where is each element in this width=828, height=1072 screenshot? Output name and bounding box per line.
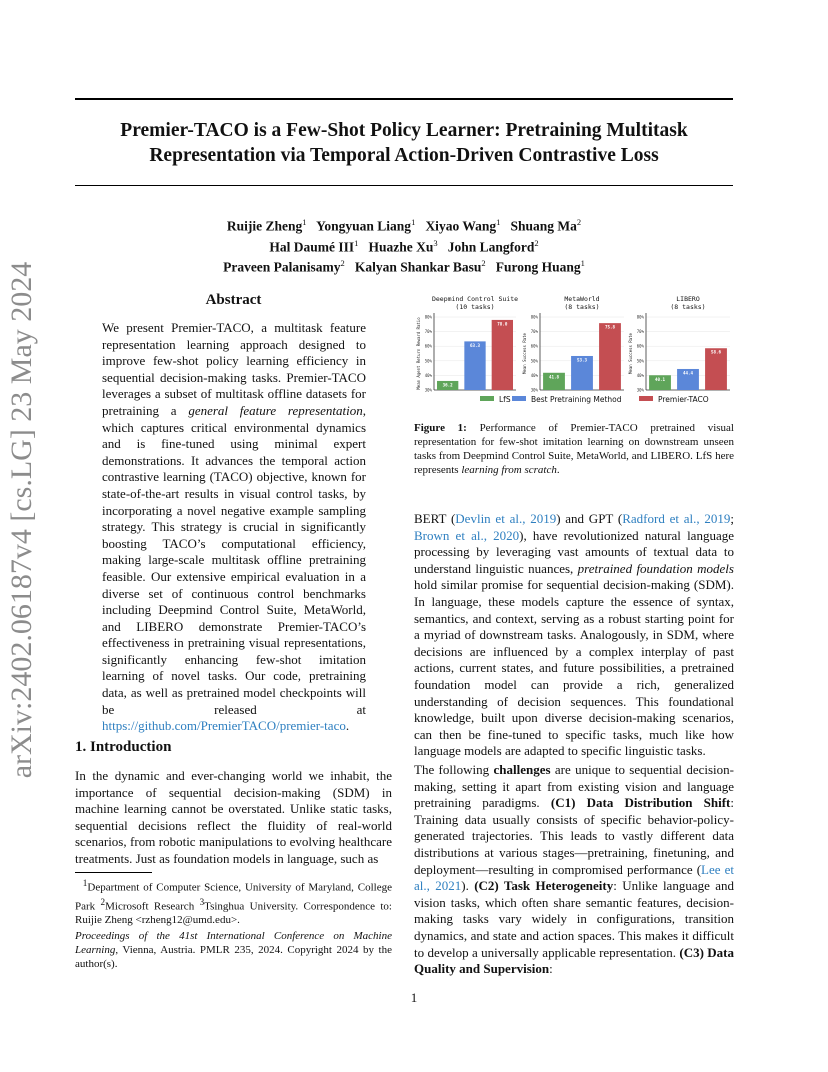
y-tick-label: 80%	[424, 314, 432, 320]
abstract-text: .	[345, 718, 350, 734]
bar	[464, 341, 485, 390]
affiliation-footnote	[75, 876, 392, 927]
bar-value-label: 75.8	[604, 324, 616, 330]
author-affiliation: 2	[576, 217, 582, 227]
panel-title: MetaWorld	[564, 295, 600, 303]
author-name: Huazhe Xu	[368, 239, 434, 254]
author-name: Furong Huang	[495, 259, 581, 275]
authors-line-2	[75, 235, 733, 256]
code-link[interactable]: https://github.com/PremierTACO/premier-taco	[102, 718, 346, 734]
author-name: Hal Daumé III	[269, 239, 355, 254]
abstract-heading: Abstract	[205, 292, 262, 308]
abstract-text: , which captures critical environmental dynamics and is fine-tuned using minimal expert demonstrations. It advances the temporal action contrastive learning (TACO) objective, known for state-of-the-art results in visual control tasks, by incorporating a novel negative example sampling strategy. This strategy is crucial in significantly boosting TACO’s computational efficiency, making large-scale multitask offline pretraining feasible. Our extensive empirical evaluation in a diverse set of continuous control benchmarks including Deepmind Control Suite, MetaWorld, and LIBERO demonstrate Premier-TACO’s effectiveness in pretraining visual representations, significantly enhancing few-shot imitation learning of novel tasks. Our code, pretraining data, as well as pretrained model checkpoints will be released at	[102, 402, 366, 717]
author-affiliation: 2	[340, 258, 345, 268]
y-tick-label: 40%	[636, 372, 644, 378]
y-tick-label: 60%	[424, 343, 432, 349]
y-tick-label: 40%	[530, 372, 538, 378]
authors-line-3	[75, 255, 733, 276]
footnote-text: Microsoft Research	[105, 900, 200, 913]
body-bold: challenges	[493, 762, 551, 777]
bar-value-label: 63.3	[469, 342, 481, 348]
bar-value-label: 36.2	[442, 382, 453, 388]
abstract-text: We present Premier-TACO, a multitask feature representation learning approach designed to improve few-shot policy learning efficiency in sequential decision-making tasks. Premier-TACO leverages a subset of multitask offline datasets for pretraining a	[102, 320, 366, 418]
paper-title	[75, 118, 733, 168]
body-text: hold similar promise for sequential decision-making (SDM). In language, these models capture the essence of syntax, semantics, and context, serving as a robust starting point for a myriad of downstream tasks. Analogously, in SDM, where decisions are influenced by a complex interplay of past actions, current states, and future possibilities, a pretrained foundation model can provide a rich, generalized understanding of decision sequences. This foundational knowledge, built upon diverse decision-making scenarios, can then be fine-tuned to specific tasks, much like how language models are adapted to specific linguistic tasks.	[414, 577, 734, 759]
author-affiliation: 3	[433, 237, 438, 248]
footnote-marker: 1	[82, 878, 88, 888]
proceedings-italic: Proceedings of the 41st International Conference on Machine Learning	[75, 930, 392, 956]
author-affiliation: 2	[534, 237, 539, 248]
top-rule	[75, 98, 733, 100]
footnote-rule	[75, 872, 152, 873]
page-number: 1	[410, 990, 418, 1005]
intro-body: In the dynamic and ever-changing world we inhabit, the importance of sequential decision-making (SDM) in machine learning cannot be overstated. Unlike static tasks, sequential decisions reflect the fluidity of real-world scenarios, from robotic manipulations to evolving healthcare treatments. Just as foundation models in language, such as	[75, 768, 392, 866]
body-italic: pretrained foundation models	[577, 560, 734, 576]
author-name: Ruijie Zheng	[226, 218, 303, 234]
y-tick-label: 70%	[636, 329, 644, 335]
y-tick-label: 40%	[424, 372, 432, 378]
panel-title: Deepmind Control Suite	[431, 295, 519, 303]
bar	[492, 320, 513, 390]
author-affiliation: 1	[411, 217, 416, 227]
caption-label: Figure 1:	[414, 422, 467, 434]
right-col-para-2	[414, 762, 734, 978]
bar-value-label: 78.0	[497, 321, 508, 327]
citation-link[interactable]: Radford et al., 2019	[622, 511, 731, 526]
citation-link[interactable]: Devlin et al., 2019	[455, 511, 557, 526]
title-bottom-rule	[75, 185, 733, 186]
y-tick-label: 80%	[636, 314, 644, 320]
panel-subtitle: (8 tasks)	[670, 303, 706, 311]
body-text: ) and GPT (	[556, 511, 623, 526]
caption-text: .	[556, 464, 560, 476]
proceedings-note	[75, 929, 392, 971]
figure-1-caption	[414, 421, 734, 477]
body-text: : Training data usually consists of specific behavior-policy-generated trajectories. This leads to vastly different data distributions at various stages—pretraining, finetuning, and deployment—resulting in compromised performance (	[414, 795, 734, 877]
authors-line-1	[75, 214, 733, 235]
challenge-label: (C3) Data Quality and Supervision	[414, 944, 734, 977]
legend-swatch	[512, 396, 526, 401]
bar-value-label: 40.1	[654, 376, 666, 382]
y-tick-label: 50%	[424, 358, 432, 364]
y-tick-label: 30%	[636, 387, 644, 393]
footnote-text: Tsinghua University. Correspondence to: Ruijie Zheng <rzheng12@umd.edu>.	[75, 900, 392, 927]
challenge-label: (C2) Task Heterogeneity	[474, 878, 614, 894]
body-text: : Unlike language and vision tasks, which often share semantic features, decision-making tasks vary widely in configurations, transition dynamics, and state and action spaces. This makes it difficult to develop a universally applicable representation.	[414, 878, 734, 960]
body-text: BERT (	[414, 511, 456, 526]
panel-subtitle: (8 tasks)	[564, 303, 600, 311]
body-text: ), have revolutionized natural language processing by leveraging vast amounts of textual data to understand linguistic nuances,	[414, 527, 734, 576]
body-text: The following	[414, 762, 494, 777]
author-name: Xiyao Wang	[425, 218, 497, 234]
bar-value-label: 58.6	[710, 349, 722, 355]
right-col-para-1	[414, 511, 734, 760]
y-tick-label: 30%	[530, 387, 538, 393]
citation-link[interactable]: Brown et al., 2020	[414, 527, 520, 543]
author-affiliation: 1	[496, 217, 501, 227]
y-axis-label: Mean Success Rate	[522, 333, 527, 374]
y-tick-label: 60%	[530, 343, 538, 349]
title-line-2: Representation via Temporal Action-Driven Contrastive Loss	[149, 145, 659, 166]
caption-text: Performance of Premier-TACO pretrained visual representation for few-shot imitation learning on downstream unseen tasks from Deepmind Control Suite, MetaWorld, and LIBERO. LfS here represents	[414, 422, 734, 476]
author-name: Praveen Palanisamy	[223, 259, 341, 275]
body-text: ).	[461, 878, 475, 894]
intro-heading: 1. Introduction	[75, 739, 172, 755]
bar-value-label: 44.4	[682, 370, 694, 376]
caption-italic: learning from scratch	[461, 464, 557, 476]
bar	[599, 323, 621, 390]
bar-value-label: 53.3	[576, 357, 588, 363]
y-tick-label: 50%	[530, 358, 538, 364]
author-affiliation: 2	[481, 258, 486, 268]
y-tick-label: 30%	[424, 387, 432, 393]
legend-label: Best Pretraining Method	[531, 395, 622, 404]
figure-1-chart	[414, 290, 734, 412]
title-line-1: Premier-TACO is a Few-Shot Policy Learner: Pretraining Multitask	[120, 120, 688, 141]
author-affiliation: 1	[354, 237, 359, 248]
author-affiliation: 1	[302, 217, 307, 227]
author-name: John Langford	[447, 239, 535, 254]
footnote-text: Department of Computer Science, University of Maryland, College Park	[75, 881, 392, 913]
bar-value-label: 41.8	[548, 374, 560, 380]
legend-label: Premier-TACO	[658, 395, 709, 404]
y-tick-label: 80%	[530, 314, 538, 320]
y-tick-label: 70%	[530, 329, 538, 335]
panel-subtitle: (10 tasks)	[455, 303, 495, 311]
challenge-label: (C1) Data Distribution Shift	[550, 795, 731, 811]
body-text: ;	[730, 511, 734, 526]
abstract-body	[102, 320, 366, 735]
legend-swatch	[639, 396, 653, 401]
footnote-marker: 2	[100, 896, 106, 907]
y-axis-label: Mean Agent Return Reward Ratio	[416, 317, 421, 390]
legend-label: LfS	[499, 395, 511, 404]
footnote-marker: 3	[199, 896, 205, 907]
citation-link[interactable]: Lee et al., 2021	[414, 861, 734, 894]
y-axis-label: Mean Success Rate	[628, 333, 633, 374]
author-name: Yongyuan Liang	[316, 218, 412, 234]
abstract-italic: general feature representation	[188, 402, 363, 418]
y-tick-label: 50%	[636, 358, 644, 364]
body-text: :	[549, 961, 553, 977]
author-list	[75, 214, 733, 276]
body-text: are unique to sequential decision-making, setting it apart from existing vision and language pretraining paradigms.	[414, 762, 734, 811]
legend-swatch	[480, 396, 494, 401]
arxiv-side-label: arXiv:2402.06187v4 [cs.LG] 23 May 2024	[5, 261, 38, 779]
y-tick-label: 60%	[636, 343, 644, 349]
proceedings-text: , Vienna, Austria. PMLR 235, 2024. Copyright 2024 by the author(s).	[75, 944, 392, 970]
author-name: Shuang Ma	[510, 218, 577, 234]
author-name: Kalyan Shankar Basu	[354, 259, 482, 275]
panel-title: LIBERO	[676, 295, 700, 303]
y-tick-label: 70%	[424, 329, 432, 335]
author-affiliation: 1	[580, 258, 585, 268]
